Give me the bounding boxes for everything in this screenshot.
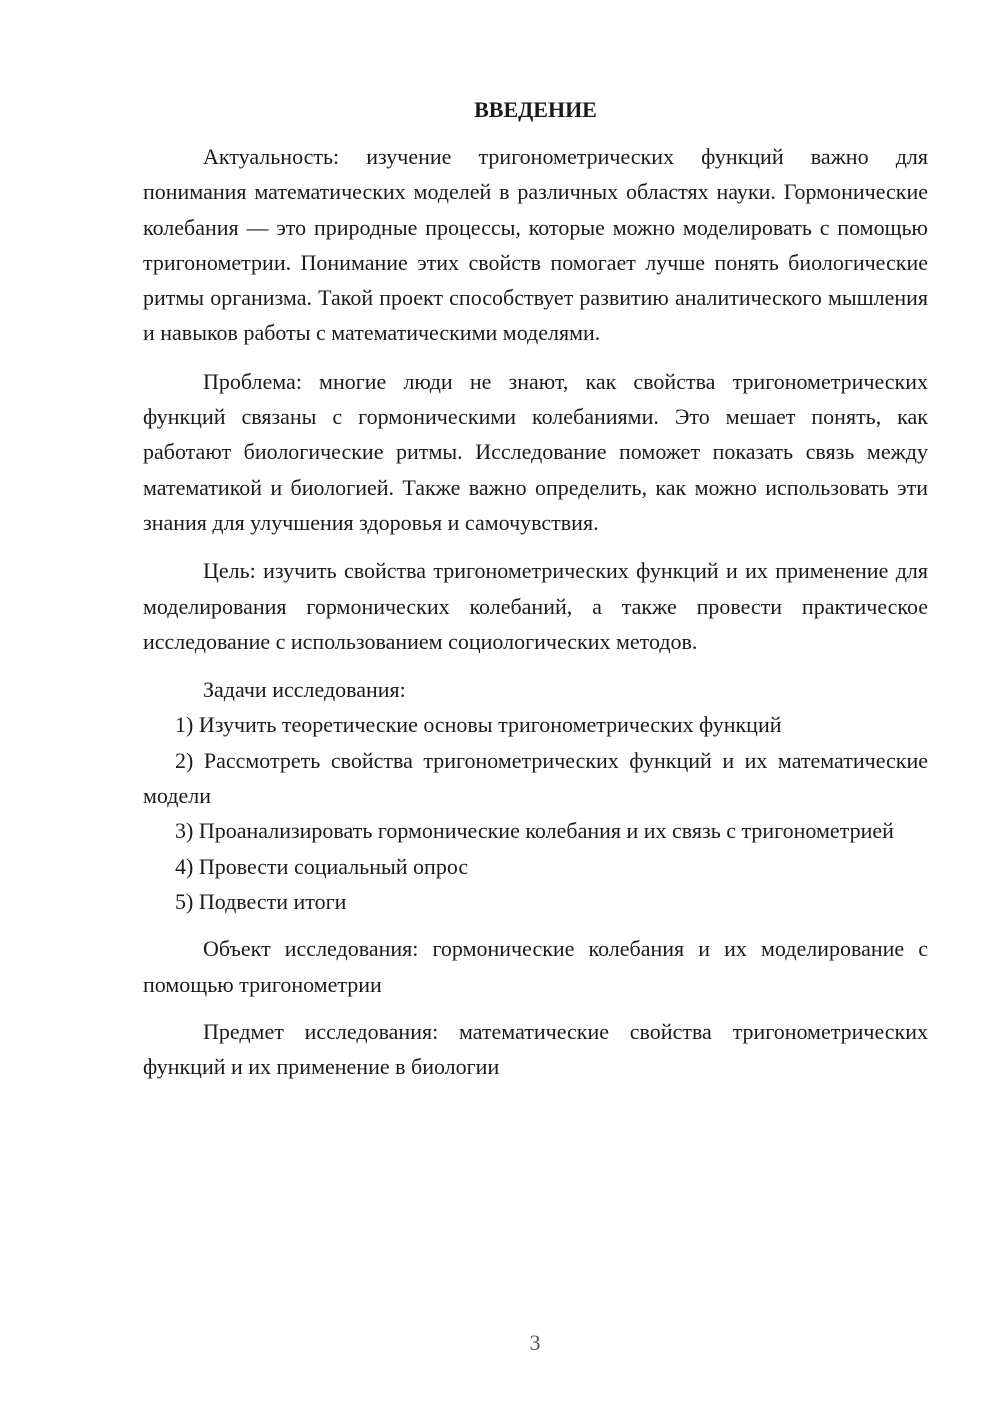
subject-paragraph: Предмет исследования: математические свойства тригонометрических функций и их применение в биологии (143, 1018, 928, 1080)
problem-paragraph: Проблема: многие люди не знают, как свойства тригонометрических функций связаны с гормоническими колебаниями. Это мешает понять, как работают биологические ритмы. Исследование поможет показать связь между математикой и биологией. Также важно определить, как можно использовать эти знания для улучшения здоровья и самочувствия. (143, 368, 928, 535)
object-paragraph: Объект исследования: гормонические колебания и их моделирование с помощью тригонометрии (143, 936, 928, 997)
tasks-list (143, 707, 928, 919)
page-title: ВВЕДЕНИЕ (474, 97, 597, 122)
tasks-heading: Задачи исследования: (203, 677, 406, 703)
list-item: 5) Подвести итоги (175, 888, 347, 914)
goal-paragraph: Цель: изучить свойства тригонометрических функций и их применение для моделирования гормонических колебаний, а также провести практическое исследование с использованием социологических методов. (143, 558, 928, 654)
list-item: 4) Провести социальный опрос (175, 853, 469, 879)
list-item: 1) Изучить теоретические основы тригонометрических функций (175, 712, 782, 738)
list-item: 3) Проанализировать гормонические колебания и их связь с тригонометрией (175, 818, 894, 844)
page-number: 3 (529, 1330, 541, 1355)
document-page (143, 92, 928, 1084)
list-item: 2) Рассмотреть свойства тригонометрических функций и их математические модели (143, 747, 928, 809)
relevance-paragraph: Актуальность: изучение тригонометрических функций важно для понимания математических моделей в различных областях науки. Гормонические колебания — это природные процессы, которые можно моделировать с помощью тригонометрии. Понимание этих свойств помогает лучше понять биологические ритмы организма. Такой проект способствует развитию аналитического мышления и навыков работы с математическими моделями. (143, 144, 928, 346)
